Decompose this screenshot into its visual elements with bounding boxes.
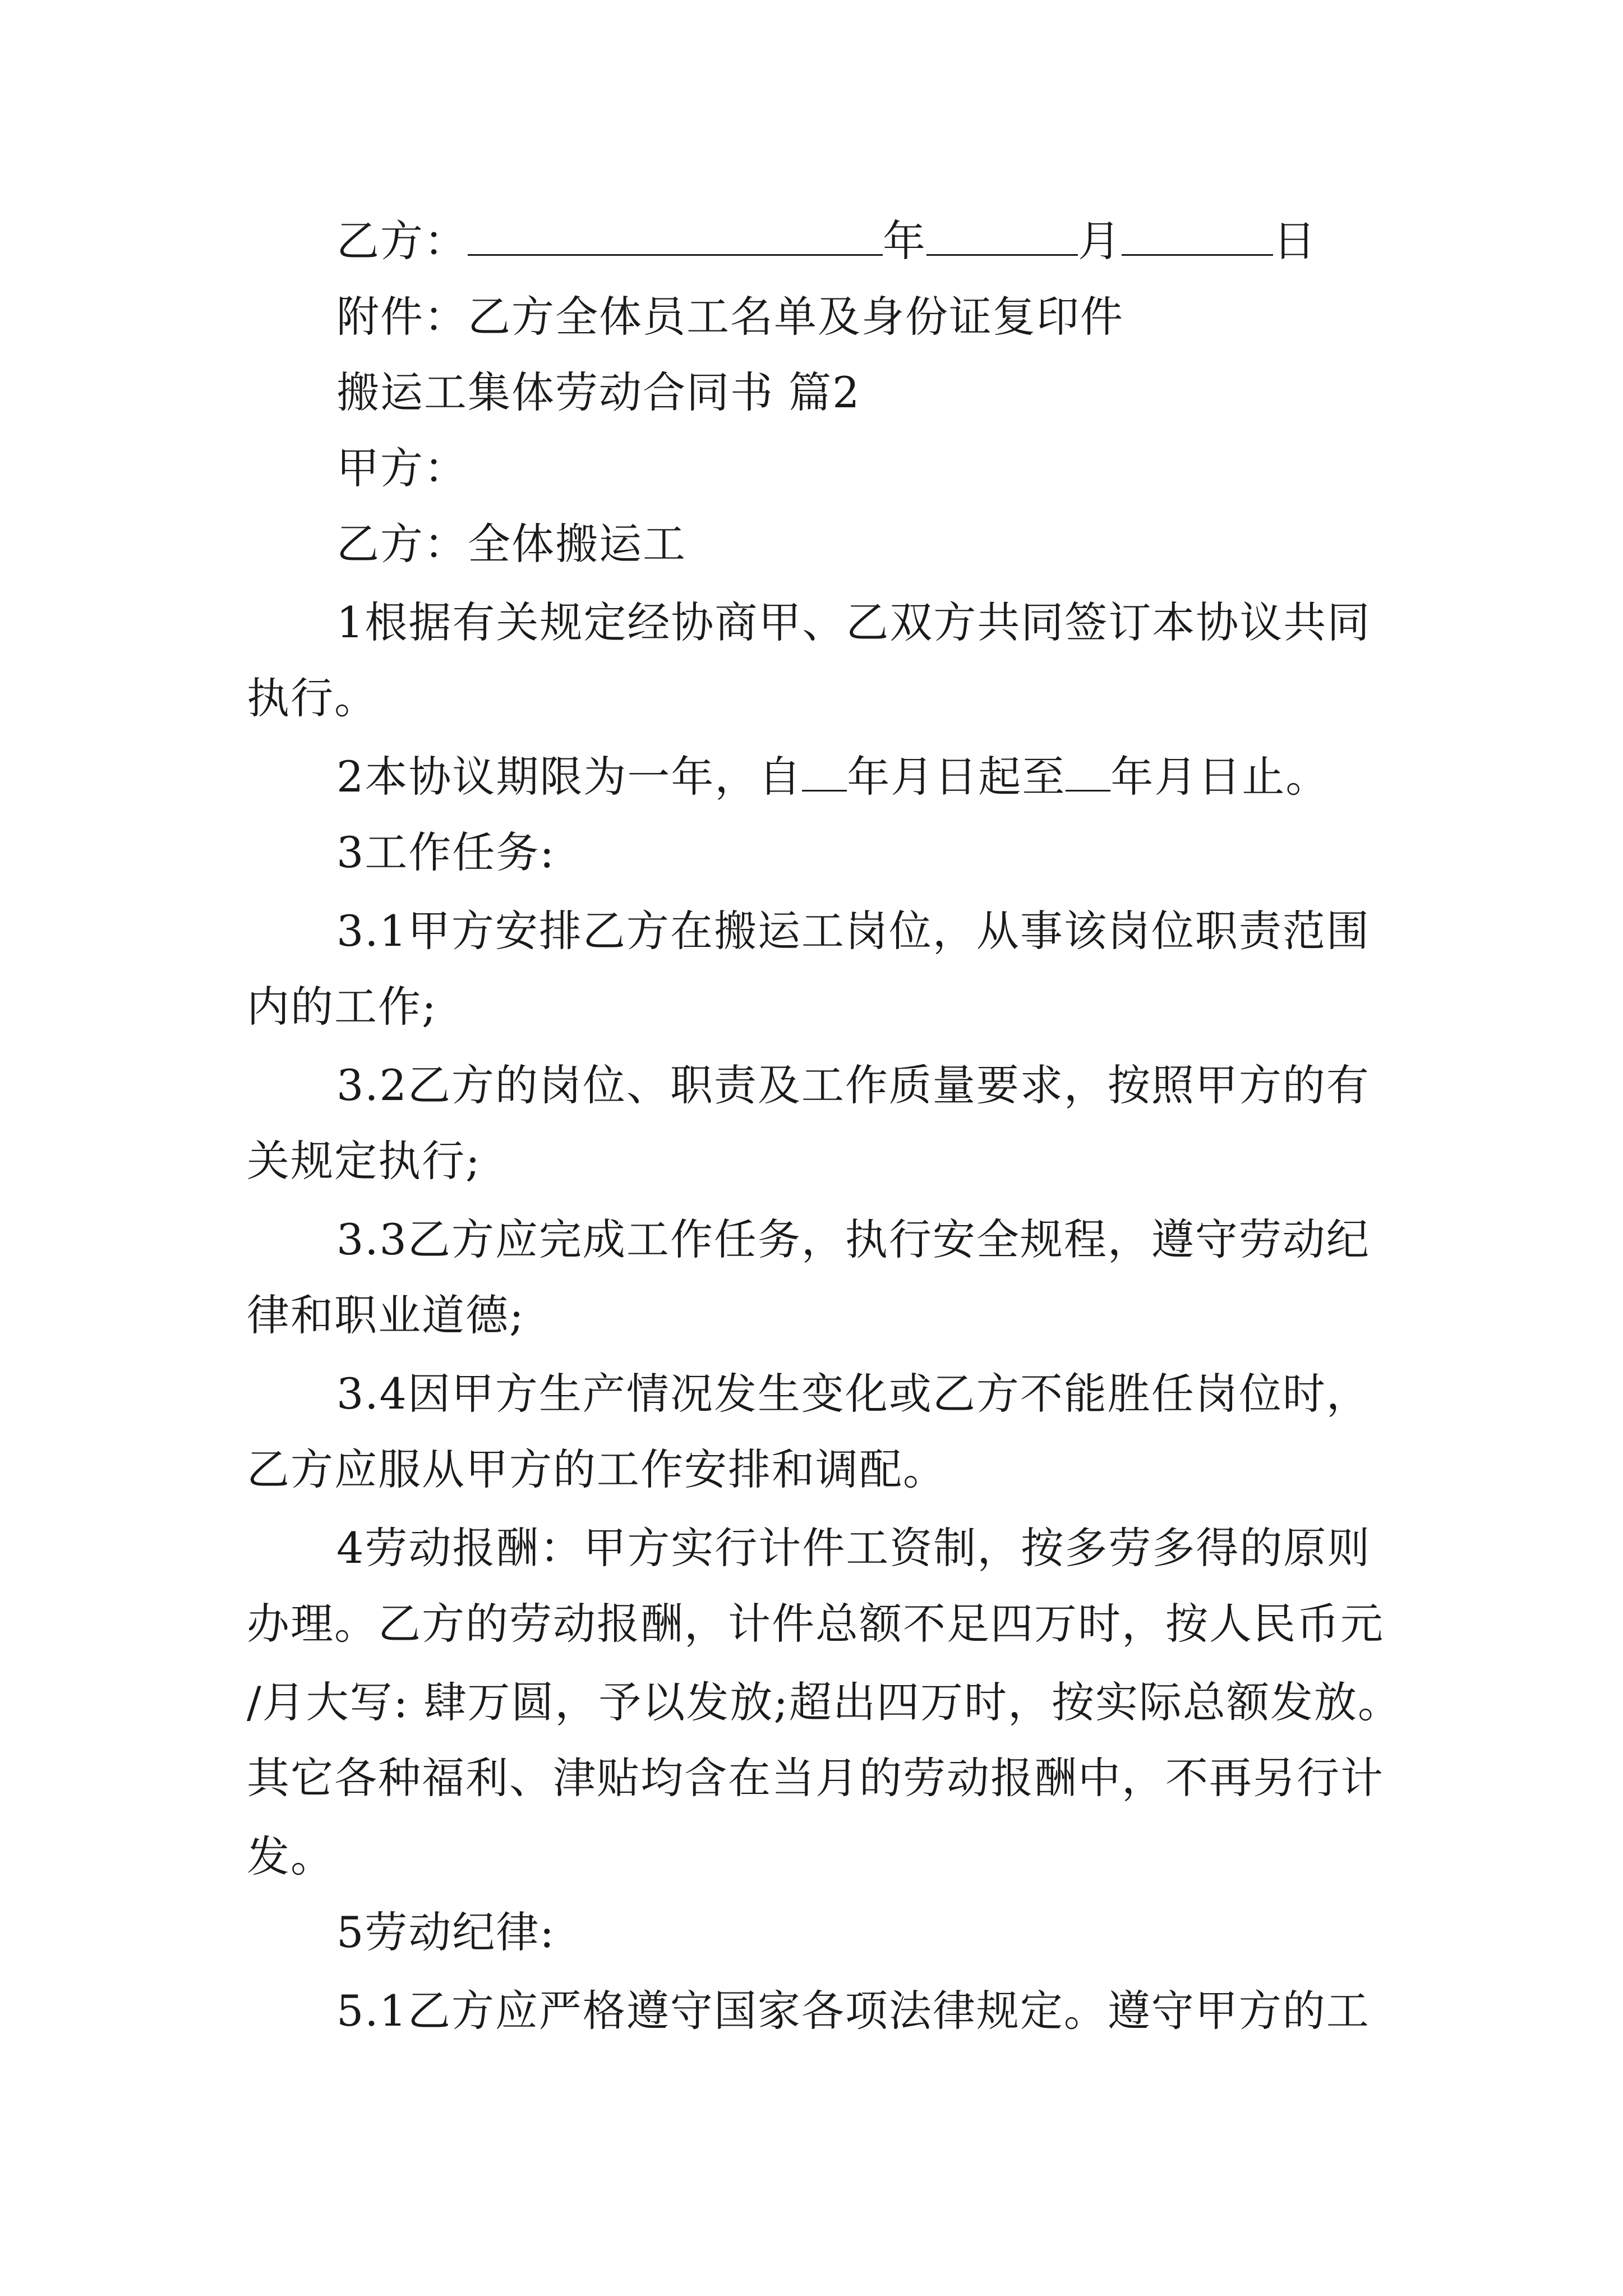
month-blank: [1122, 219, 1273, 256]
party-a-line: 甲方：: [336, 443, 468, 493]
paragraph-3: 3工作任务:: [336, 827, 555, 877]
paragraph-3-3-line-1: 3.3乙方应完成工作任务，执行安全规程，遵守劳动纪: [336, 1214, 1370, 1264]
paragraph-3-1-line-2: 内的工作;: [247, 982, 437, 1032]
paragraph-3-4-line-2: 乙方应服从甲方的工作安排和调配。: [247, 1444, 947, 1494]
month-label: 月: [1078, 216, 1122, 266]
party-b-label: 乙方：: [336, 216, 468, 266]
paragraph-3-1-line-1: 3.1甲方安排乙方在搬运工岗位，从事该岗位职责范围: [336, 906, 1370, 956]
paragraph-5: 5劳动纪律:: [336, 1907, 555, 1957]
year-label: 年: [883, 216, 926, 266]
paragraph-4-line-4: 其它各种福利、津贴均含在当月的劳动报酬中，不再另行计: [247, 1753, 1384, 1803]
start-year-blank: [802, 755, 847, 792]
year-blank: [926, 219, 1078, 256]
party-b-line: 乙方：全体搬运工: [336, 519, 686, 569]
attachment-line: 附件：乙方全体员工名单及身份证复印件: [336, 292, 1124, 342]
term-text-3: 年月日止。: [1110, 752, 1330, 802]
paragraph-4-line-1: 4劳动报酬：甲方实行计件工资制，按多劳多得的原则: [336, 1523, 1371, 1573]
paragraph-1-line-2: 执行。: [247, 673, 378, 723]
term-text-1: 2本协议期限为一年，自: [336, 752, 803, 802]
section-title: 搬运工集体劳动合同书 篇2: [336, 367, 861, 417]
paragraph-3-2-line-2: 关规定执行;: [247, 1136, 481, 1186]
term-text-2: 年月日起至: [847, 752, 1066, 802]
end-year-blank: [1066, 755, 1110, 792]
paragraph-3-4-line-1: 3.4因甲方生产情况发生变化或乙方不能胜任岗位时，: [336, 1369, 1370, 1419]
paragraph-5-1-line-1: 5.1乙方应严格遵守国家各项法律规定。遵守甲方的工: [336, 1986, 1370, 2036]
day-label: 日: [1273, 216, 1317, 266]
paragraph-3-3-line-2: 律和职业道德;: [247, 1290, 525, 1340]
paragraph-2: [336, 752, 1329, 802]
signature-blank: [468, 219, 883, 256]
paragraph-3-2-line-1: 3.2乙方的岗位、职责及工作质量要求，按照甲方的有: [336, 1060, 1370, 1110]
paragraph-1-line-1: 1根据有关规定经协商甲、乙双方共同签订本协议共同: [336, 597, 1371, 647]
paragraph-4-line-2: 办理。乙方的劳动报酬，计件总额不足四万时，按人民币元: [247, 1599, 1384, 1649]
paragraph-4-line-3: /月大写: 肆万圆，予以发放;超出四万时，按实际总额发放。: [247, 1677, 1401, 1727]
signature-line: [336, 216, 1317, 266]
paragraph-4-line-5: 发。: [247, 1832, 334, 1881]
